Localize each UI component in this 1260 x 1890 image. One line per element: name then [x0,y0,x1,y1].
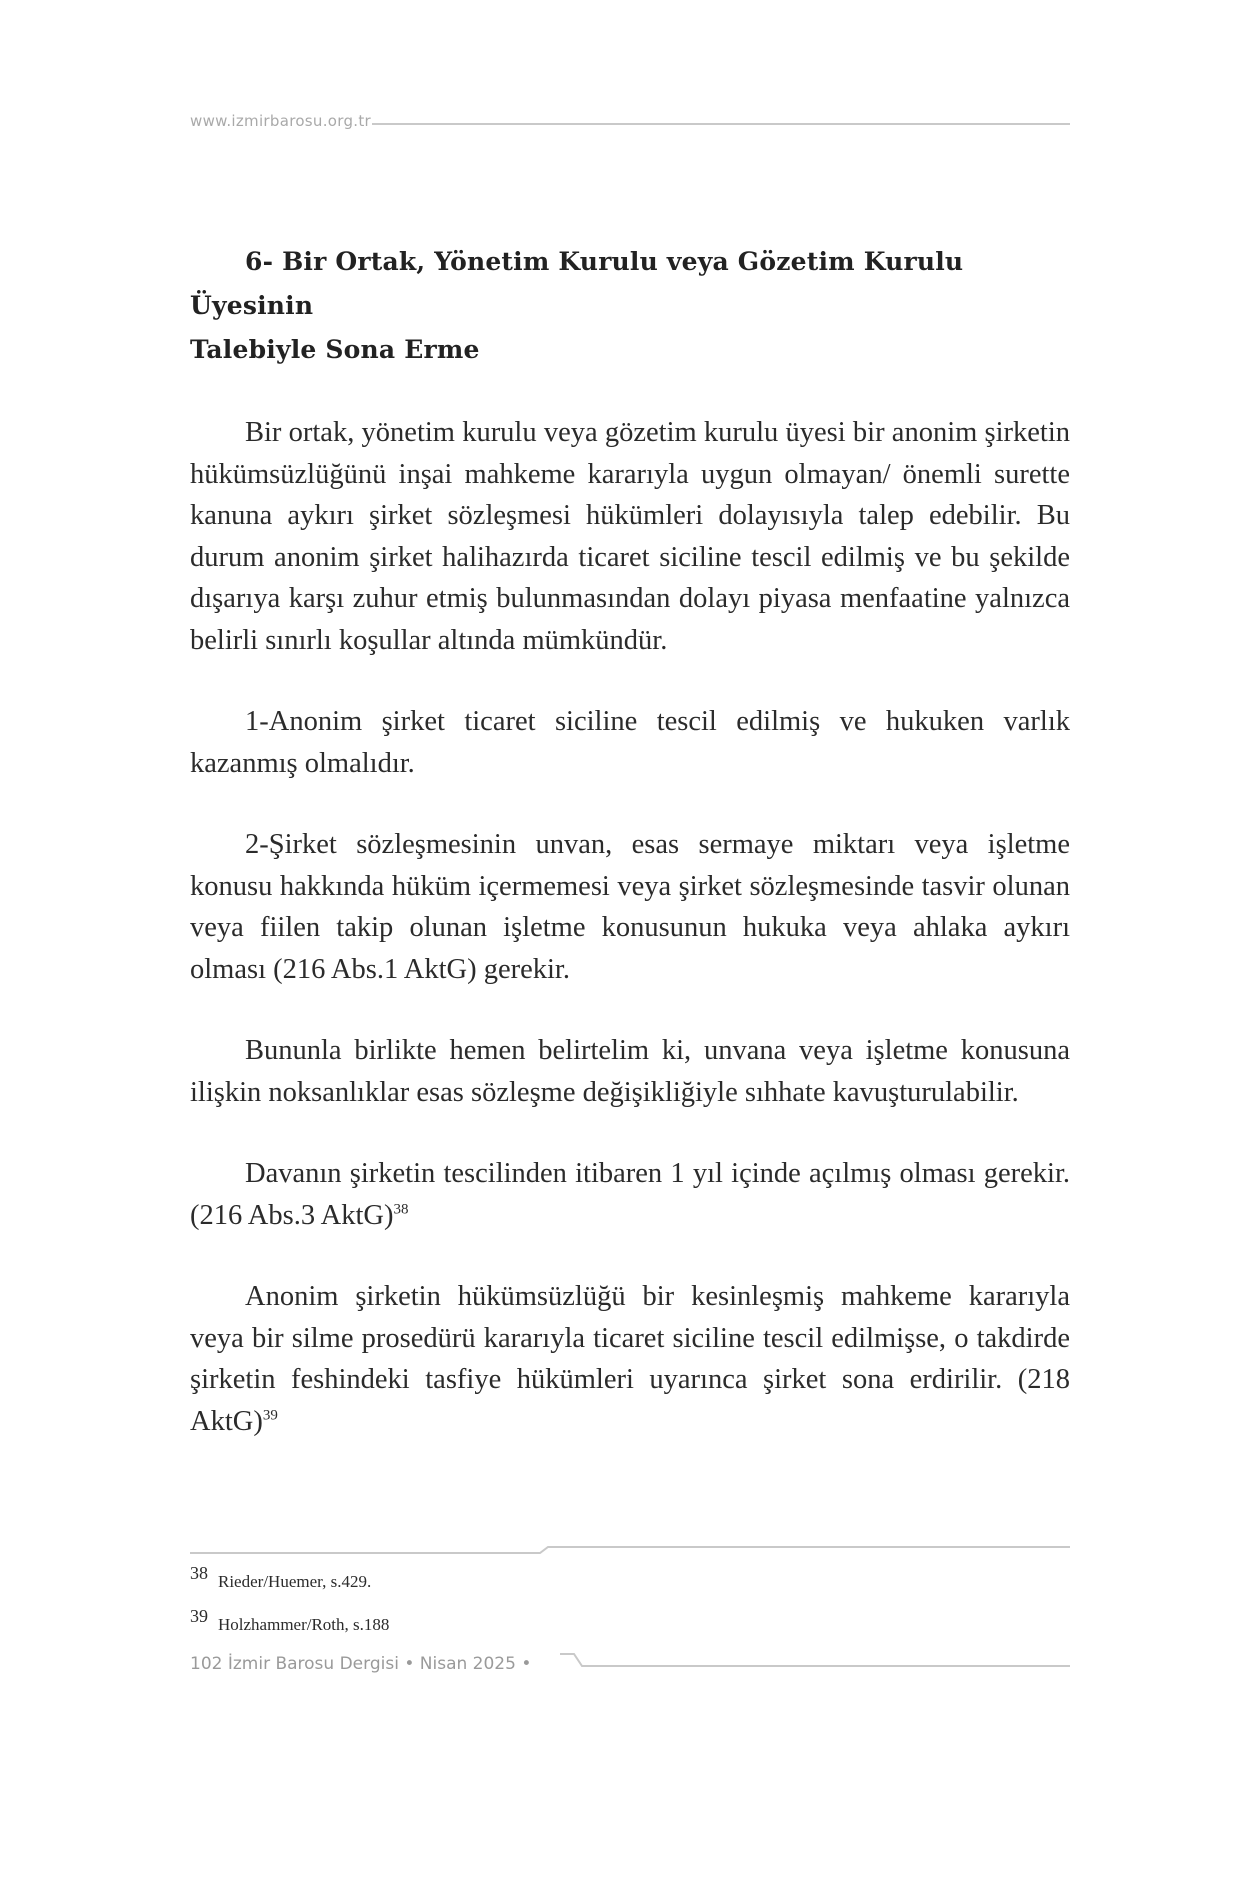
header-rule [372,123,1070,125]
footnote-separator [190,1546,1070,1554]
footer-text: 102 İzmir Barosu Dergisi • Nisan 2025 • [190,1654,532,1674]
paragraph-5-text: Davanın şirketin tescilinden itibaren 1 yıl içinde açılmış olması gerekir. (216 Abs.3 AktG) [190,1158,1070,1231]
section-heading-line1: 6- Bir Ortak, Yönetim Kurulu veya Gözetim Kurulu Üyesinin [190,247,964,320]
paragraph-6 [190,1276,1070,1442]
header-url[interactable]: www.izmirbarosu.org.tr [190,112,372,130]
footnotes [190,1563,1070,1656]
paragraph-4: Bununla birlikte hemen belirtelim ki, unvana veya işletme konusuna ilişkin noksanlıklar esas sözleşme değişikliğiyle sıhhate kavuşturulabilir. [190,1035,1070,1108]
article-body [190,240,1070,1482]
paragraph-3: 2-Şirket sözleşmesinin unvan, esas sermaye miktarı veya işletme konusu hakkında hüküm içermemesi veya şirket sözleşmesinde tasvir olunan veya fiilen takip olunan işletme konusunun hukuka veya ahlaka aykırı olması (216 Abs.1 AktG) gerekir. [190,829,1070,985]
footnote-number: 39 [190,1606,208,1626]
section-heading-line2: Talebiyle Sona Erme [190,335,480,364]
footnote-number: 38 [190,1563,208,1583]
page-header [190,112,1070,136]
footnote-ref-39[interactable]: 39 [262,1407,278,1423]
footnote-text: Rieder/Huemer, s.429. [218,1572,372,1591]
footer-rule [560,1652,1070,1672]
footnote-39 [190,1606,1070,1636]
paragraph-6-text: Anonim şirketin hükümsüzlüğü bir kesinleşmiş mahkeme kararıyla veya bir silme prosedürü kararıyla ticaret siciline tescil edilmişse, o takdirde şirketin feshindeki tasfiye hükümleri uyarınca şirket sona erdirilir. (218 AktG) [190,1281,1070,1437]
section-heading [190,240,1070,372]
paragraph-1: Bir ortak, yönetim kurulu veya gözetim kurulu üyesi bir anonim şirketin hükümsüzlüğünü inşai mahkeme kararıyla uygun olmayan/ önemli surette kanuna aykırı şirket sözleşmesi hükümleri dolayısıyla talep edebilir. Bu durum anonim şirket halihazırda ticaret siciline tescil edilmiş ve bu şekilde dışarıya karşı zuhur etmiş bulunmasından dolayı piyasa menfaatine yalnızca belirli sınırlı koşullar altında mümkündür. [190,417,1070,656]
footnote-text: Holzhammer/Roth, s.188 [218,1615,390,1634]
paragraph-5 [190,1153,1070,1236]
page-footer [190,1652,1070,1682]
footnote-ref-38[interactable]: 38 [393,1201,409,1217]
footnote-38 [190,1563,1070,1593]
paragraph-2: 1-Anonim şirket ticaret siciline tescil edilmiş ve hukuken varlık kazanmış olmalıdır. [190,706,1070,779]
